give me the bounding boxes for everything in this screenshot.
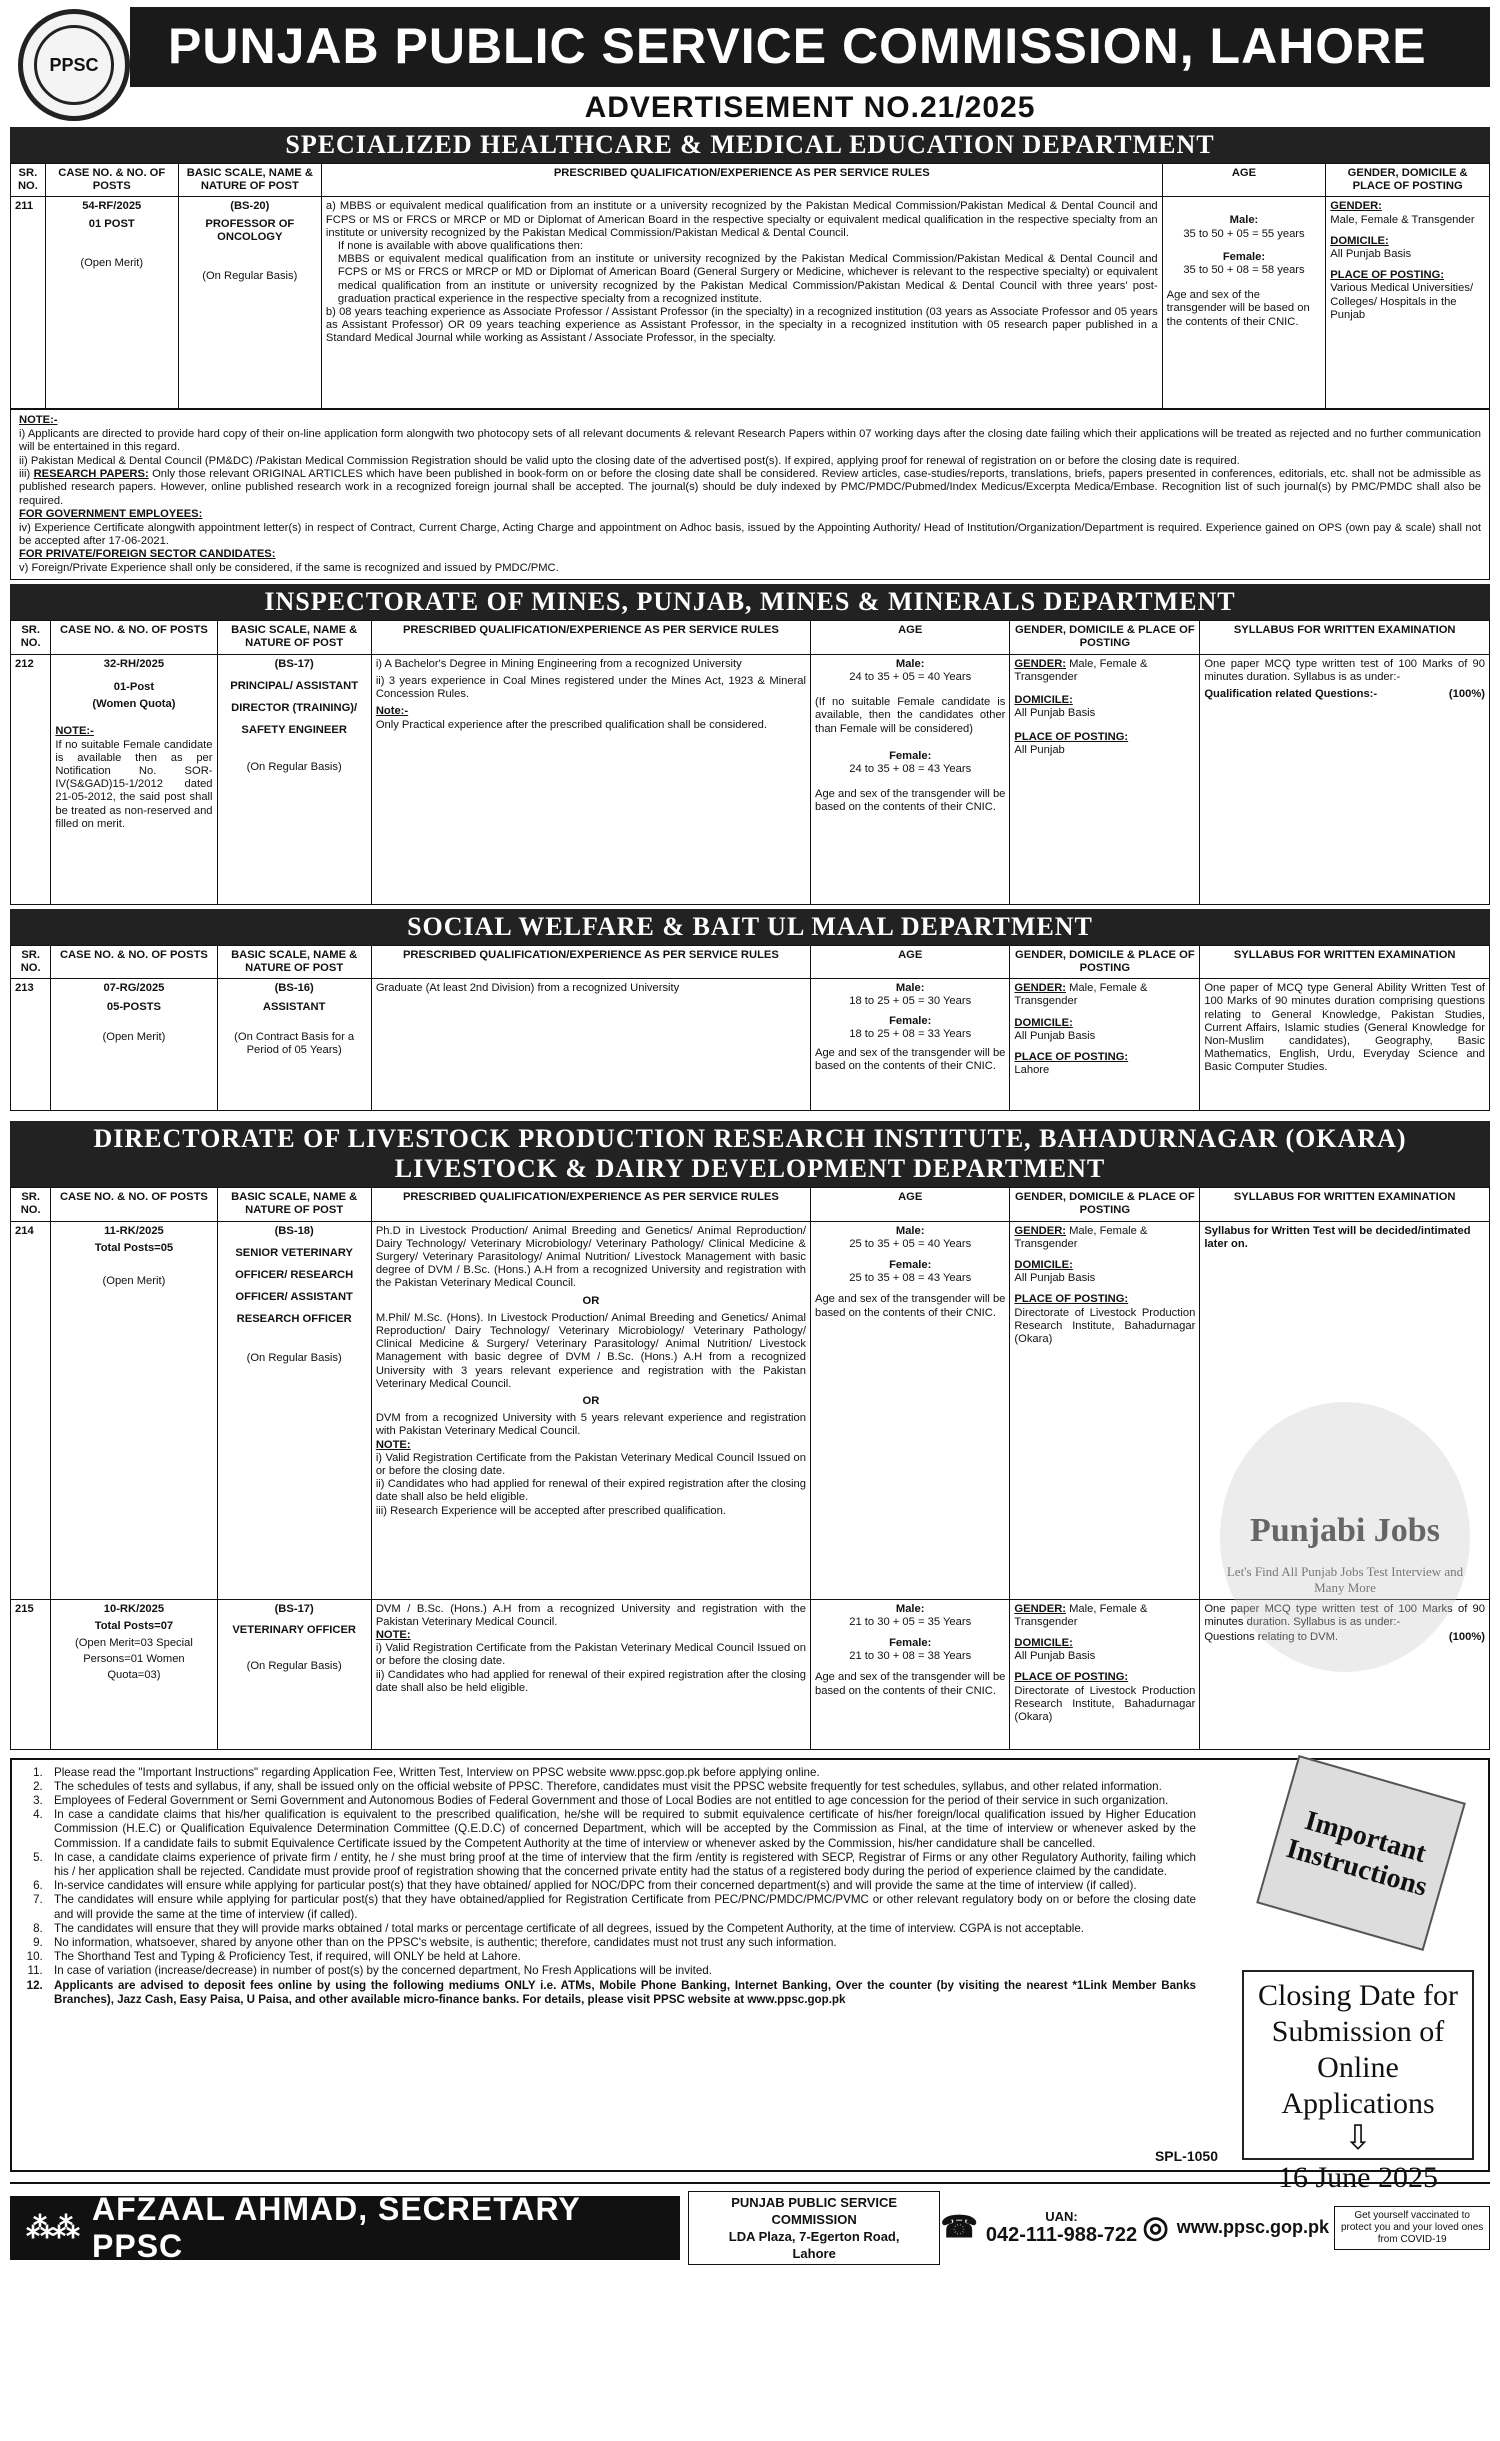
- age-female-label: Female:: [1222, 250, 1266, 263]
- col-header: GENDER, DOMICILE & PLACE OF POSTING: [1326, 164, 1490, 197]
- watermark-title: Punjabi Jobs: [1250, 1512, 1440, 1549]
- note-item: i) Valid Registration Certificate from the Pakistan Veterinary Medical Council Issued on or before the closing date.: [375, 1451, 807, 1477]
- col-header: GENDER, DOMICILE & PLACE OF POSTING: [1010, 621, 1200, 654]
- table-row: [11, 654, 1490, 904]
- qualification-a3: MBBS or equivalent medical qualification from an institute or university recognized by the Pakistan Medical Commission/Pakistan Medical & Dental Council and FCPS or MS or FRCS or MRCP or MD or Diplomat of American Board (General Surgery or Medicine, whichever is relevant to the respective specialty) or equivalent medical qualification from an institute or university recognized by the Pakistan Medical Commission/Pakistan Medical & Dental Council with three years' post-graduation practical experience in the respective specialty from a recognized institute.: [337, 253, 1158, 305]
- post-table: [10, 945, 1490, 1111]
- col-header: SR. NO.: [11, 621, 51, 654]
- posting-label: PLACE OF POSTING:: [1014, 730, 1129, 743]
- col-header: CASE NO. & NO. OF POSTS: [51, 945, 217, 978]
- note-item: i) Applicants are directed to provide hard copy of their on-line application form alongwith two photocopy sets of all relevant documents & relevant Research Papers within 07 working days after the closing date failing which their applications will be treated as rejected and no further communication will be entertained in this regard.: [19, 427, 1482, 454]
- col-header: AGE: [811, 621, 1010, 654]
- age-male: 21 to 30 + 05 = 35 Years: [849, 1615, 972, 1628]
- phone-icon: ☎: [940, 2211, 978, 2244]
- post-table: [10, 163, 1490, 409]
- closing-line: Submission of: [1271, 2014, 1445, 2048]
- qualification-3: DVM from a recognized University with 5 years relevant experience and registration with Pakistan Veterinary Medical Council.: [375, 1412, 806, 1438]
- post-name: SENIOR VETERINARY OFFICER/ RESEARCH OFFICER/ ASSISTANT RESEARCH OFFICER: [235, 1246, 354, 1325]
- instructions-box: [10, 1758, 1490, 2194]
- syllabus-topic: Qualification related Questions:- (100%): [1204, 688, 1485, 701]
- closing-date: 16 June 2025: [1278, 2160, 1438, 2194]
- posts: 05-POSTS: [106, 1001, 161, 1014]
- post-name: PRINCIPAL/ ASSISTANT DIRECTOR (TRAINING)/ SAFETY ENGINEER: [230, 679, 359, 736]
- qualification-1: Ph.D in Livestock Production/ Animal Breeding and Genetics/ Animal Reproduction/ Dairy Technology/ Veterinary Microbiology/ Veterinary Pathology/ Clinical Medicine & Surgery/ Veterinary Parasitology/ Animal Nutrition/ Livestock Management with basic degree of DVM / B.Sc. (Hons.) A.H from a recognized University and registration with the Pakistan Veterinary Medical Council.: [375, 1224, 806, 1290]
- nature: (On Contract Basis for a Period of 05 Years): [234, 1030, 355, 1056]
- domicile: All Punjab Basis: [1014, 1650, 1096, 1663]
- note-subhead: FOR PRIVATE/FOREIGN SECTOR CANDIDATES:: [19, 548, 276, 561]
- domicile-label: DOMICILE:: [1014, 1258, 1073, 1271]
- domicile: All Punjab Basis: [1014, 707, 1096, 720]
- dept-heading: SOCIAL WELFARE & BAIT UL MAAL DEPARTMENT: [10, 909, 1490, 945]
- sr-number: 215: [11, 1599, 51, 1749]
- posting-label: PLACE OF POSTING:: [1014, 1293, 1129, 1306]
- uan-number: 042-111-988-722: [985, 2223, 1138, 2246]
- note-item: iii) Research Experience will be accepted after prescribed qualification.: [375, 1504, 726, 1517]
- instructions-list: [12, 1760, 1196, 2007]
- table-row: [11, 979, 1490, 1111]
- posting: Directorate of Livestock Production Research Institute, Bahadurnagar (Okara): [1014, 1306, 1196, 1345]
- syllabus: Syllabus for Written Test will be decided/intimated later on.: [1200, 1221, 1490, 1599]
- posting-label: PLACE OF POSTING:: [1330, 269, 1445, 282]
- case-number: 11-RK/2025: [104, 1224, 164, 1237]
- col-header: CASE NO. & NO. OF POSTS: [51, 621, 217, 654]
- advertisement-number: ADVERTISEMENT NO.21/2025: [584, 91, 1036, 124]
- col-header: BASIC SCALE, NAME & NATURE OF POST: [217, 945, 371, 978]
- note-item: i) Valid Registration Certificate from the Pakistan Veterinary Medical Council Issued on or before the closing date.: [375, 1642, 807, 1668]
- age-male-label: Male:: [895, 982, 925, 995]
- instruction-item: 8. The candidates will ensure that they will provide marks obtained / total marks or percentage certificate of all degrees, issued by the Competent Authority, at the time of interview. CGPA is not acceptable.: [46, 1922, 1196, 1936]
- col-header: PRESCRIBED QUALIFICATION/EXPERIENCE AS PER SERVICE RULES: [371, 945, 810, 978]
- address-line: Lahore: [792, 2245, 836, 2261]
- note-item: iv) Experience Certificate alongwith appointment letter(s) in respect of Contract, Current Charge, Acting Charge and appointment on Adhoc basis, issued by the Appointing Authority/ Head of Institution/Organization/Department is required. Experience gained on OPS (own pay & scale) shall not be accepted after 17-06-2021.: [19, 521, 1481, 548]
- instruction-item: 1. Please read the "Important Instructions" regarding Application Fee, Written Test, Interview on PPSC website www.ppsc.gop.pk before applying online.: [46, 1766, 1196, 1780]
- gender: Male, Female & Transgender: [1330, 213, 1475, 226]
- age-transgender: Age and sex of the transgender will be based on the contents of their CNIC.: [815, 1293, 1006, 1319]
- instruction-item: 4. In case a candidate claims that his/her qualification is equivalent to the prescribed qualification, he/she will be required to submit equivalence certificate of his/her foreign/local qualification issued by Higher Education Commission (H.E.C) or Qualification Equivalence Determination Committee (Q.E.D.C) of concerned Department, which will be accepted by the Commission as Final, at the time of interview or whenever asked by the Commission. If a candidate fails to submit Equivalence Certificate issued by the Competent Authority at the time of interview or whenever asked by the Commission, his/her candidature shall be cancelled.: [46, 1808, 1196, 1851]
- instruction-item: 2. The schedules of tests and syllabus, if any, shall be issued only on the official website of PPSC. Therefore, candidates must visit the PPSC website frequently for test schedules, syllabus, and other related information.: [46, 1780, 1196, 1794]
- table-row: [11, 197, 1490, 409]
- note-label: NOTE:-: [55, 725, 94, 738]
- instruction-item: 9. No information, whatsoever, shared by anyone other than on the PPSC's website, is authentic; therefore, candidates must not trust any such information.: [46, 1936, 1196, 1950]
- note-title: NOTE:-: [19, 414, 58, 427]
- website-link[interactable]: www.ppsc.gop.pk: [1176, 2217, 1330, 2237]
- col-header: SYLLABUS FOR WRITTEN EXAMINATION: [1200, 621, 1490, 654]
- note-item: ii) Candidates who had applied for renewal of their expired registration after the closing date shall also be held eligible.: [375, 1478, 806, 1504]
- posts: Total Posts=05: [94, 1241, 174, 1254]
- col-header: CASE NO. & NO. OF POSTS: [45, 164, 178, 197]
- qualification-2: M.Phil/ M.Sc. (Hons). In Livestock Production/ Animal Breeding and Genetics/ Animal Reproduction/ Dairy Technology/ Veterinary Microbiology/ Veterinary Pathology/ Clinical Medicine & Surgery/ Veterinary Parasitology/ Animal Nutrition/ Livestock Management with basic degree of DVM / B.Sc. (Hons.) A.H from a recognized University with 3 years relevant experience and registration with the Pakistan Veterinary Medical Council.: [375, 1311, 806, 1390]
- uan-label: UAN:: [1045, 2208, 1078, 2224]
- note-subhead: FOR GOVERNMENT EMPLOYEES:: [19, 508, 203, 521]
- sr-number: 213: [11, 979, 51, 1111]
- gender: GENDER: Male, Female & Transgender: [1014, 1602, 1148, 1628]
- sr-number: 214: [11, 1221, 51, 1599]
- age-transgender: Age and sex of the transgender will be based on the contents of their CNIC.: [1166, 289, 1310, 328]
- note-item: iii) RESEARCH PAPERS: Only those relevant ORIGINAL ARTICLES which have been published in book-form on or before the closing date shall be considered. Review articles, case-studies/reports, translations, briefs, papers presented in conferences, editorials, etc. shall not be admissible as published research papers. However, online published research work in a recognized foreign journal shall be accepted. The journal(s) should be duly indexed by PMC/PMDC/Pubmed/Index Medicus/Excerpta Medica/Embase. Recognition list of such journal(s) by PMC/PMDC shall also be required.: [19, 468, 1481, 507]
- vaccination-notice: Get yourself vaccinated to protect you and your loved ones from COVID-19: [1334, 2206, 1490, 2250]
- domicile: All Punjab Basis: [1014, 1272, 1096, 1285]
- instruction-item: 11. In case of variation (increase/decrease) in number of post(s) by the concerned department, No Fresh Applications will be invited.: [46, 1964, 1196, 1978]
- col-header: AGE: [1162, 164, 1326, 197]
- dept-heading: INSPECTORATE OF MINES, PUNJAB, MINES & MINERALS DEPARTMENT: [10, 584, 1490, 620]
- ppsc-logo: [18, 9, 130, 121]
- quota: (Open Merit): [102, 1030, 166, 1043]
- syllabus-topic: Questions relating to DVM. (100%): [1204, 1630, 1485, 1643]
- qualification-a: a) MBBS or equivalent medical qualification from an institute or a university recognized by the Pakistan Medical Commission/Pakistan Medical & Dental Council and FCPS or MS or FRCS or MRCP or MD or Diplomat of American Board in the respective specialty or equivalent medical qualification in the respective specialty from an institute or university recognized by the Pakistan Medical Commission/Pakistan Medical & Dental Council.: [325, 200, 1158, 239]
- col-header: AGE: [811, 1188, 1010, 1221]
- uan-block: [940, 2209, 1137, 2247]
- case-number: 32-RH/2025: [103, 657, 165, 670]
- scale: (BS-18): [274, 1224, 314, 1237]
- domicile-label: DOMICILE:: [1014, 1016, 1073, 1029]
- qualification-i: i) A Bachelor's Degree in Mining Engineering from a recognized University: [375, 657, 742, 670]
- header: [10, 7, 1490, 123]
- col-header: GENDER, DOMICILE & PLACE OF POSTING: [1010, 945, 1200, 978]
- post-name: ASSISTANT: [262, 1001, 326, 1014]
- age-female-label: Female:: [889, 749, 932, 762]
- age-male: 24 to 35 + 05 = 40 Years: [849, 670, 972, 683]
- address-line: LDA Plaza, 7-Egerton Road,: [728, 2228, 900, 2244]
- dots-pattern-icon: ⁂⁂: [26, 2212, 78, 2243]
- posting: Directorate of Livestock Production Research Institute, Bahadurnagar (Okara): [1014, 1684, 1196, 1723]
- col-header: SR. NO.: [11, 945, 51, 978]
- secretary-banner: [10, 2190, 680, 2264]
- nature: (On Regular Basis): [246, 1351, 342, 1364]
- quota: (Open Merit=03 Special Persons=01 Women Quota=03): [75, 1636, 193, 1681]
- age-transgender: Age and sex of the transgender will be based on the contents of their CNIC.: [815, 1671, 1006, 1697]
- spl-code: SPL-1050: [1154, 2147, 1218, 2164]
- age-female-label: Female:: [889, 1014, 932, 1027]
- dept-heading: DIRECTORATE OF LIVESTOCK PRODUCTION RESEARCH INSTITUTE, BAHADURNAGAR (OKARA) LIVESTOCK & DAIRY DEVELOPMENT DEPARTMENT: [10, 1121, 1490, 1187]
- posts: Total Posts=07: [94, 1619, 174, 1632]
- age-female: 35 to 50 + 08 = 58 years: [1183, 264, 1305, 277]
- col-header: PRESCRIBED QUALIFICATION/EXPERIENCE AS PER SERVICE RULES: [371, 1188, 810, 1221]
- age-female-label: Female:: [889, 1636, 932, 1649]
- qualification-ii: ii) 3 years experience in Coal Mines registered under the Mines Act, 1923 & Mineral Concession Rules.: [375, 674, 806, 701]
- scale: (BS-16): [274, 982, 314, 995]
- gender: GENDER: Male, Female & Transgender: [1014, 1224, 1148, 1250]
- col-header: BASIC SCALE, NAME & NATURE OF POST: [217, 1188, 371, 1221]
- address-block: [688, 2191, 940, 2265]
- quota: (Open Merit): [80, 256, 144, 269]
- or-label: OR: [582, 1394, 600, 1407]
- age-male-label: Male:: [895, 1602, 925, 1615]
- age-female: 24 to 35 + 08 = 43 Years: [849, 762, 972, 775]
- gender: GENDER: Male, Female & Transgender: [1014, 657, 1148, 683]
- age-condition: (If no suitable Female candidate is available, then the candidates other than Female will be considered): [815, 696, 1006, 735]
- col-header: PRESCRIBED QUALIFICATION/EXPERIENCE AS PER SERVICE RULES: [371, 621, 810, 654]
- col-header: GENDER, DOMICILE & PLACE OF POSTING: [1010, 1188, 1200, 1221]
- age-male-label: Male:: [895, 1224, 925, 1237]
- case-number: 10-RK/2025: [103, 1602, 165, 1615]
- post-name: VETERINARY OFFICER: [232, 1623, 357, 1636]
- domicile-label: DOMICILE:: [1014, 1636, 1073, 1649]
- col-header: PRESCRIBED QUALIFICATION/EXPERIENCE AS PER SERVICE RULES: [321, 164, 1162, 197]
- domicile-label: DOMICILE:: [1014, 694, 1073, 707]
- note-block: [10, 409, 1490, 580]
- closing-line: Closing Date for: [1258, 1978, 1458, 2012]
- note-label: NOTE:: [375, 1438, 411, 1451]
- logo-text: PPSC: [34, 25, 114, 105]
- instruction-item: 6. In-service candidates will ensure while applying for particular post(s) that they have obtained/ applied for NOC/DPC from their concerned department(s) and will provide the same at the time of interview (if called).: [46, 1879, 1196, 1893]
- qualification-1: DVM / B.Sc. (Hons.) A.H from a recognized University and registration with the Pakistan Veterinary Medical Council.: [375, 1602, 806, 1628]
- qualification-note: Only Practical experience after the prescribed qualification shall be considered.: [375, 718, 767, 731]
- or-label: OR: [582, 1294, 600, 1307]
- col-header: BASIC SCALE, NAME & NATURE OF POST: [178, 164, 321, 197]
- age-male-label: Male:: [1229, 214, 1259, 227]
- col-header: SYLLABUS FOR WRITTEN EXAMINATION: [1200, 945, 1490, 978]
- domicile: All Punjab Basis: [1330, 248, 1412, 261]
- age-male-label: Male:: [895, 657, 925, 670]
- posting: All Punjab: [1014, 743, 1065, 756]
- post-name: PROFESSOR OF ONCOLOGY: [205, 217, 295, 243]
- secretary-name: AFZAAL AHMAD, SECRETARY PPSC: [92, 2190, 581, 2264]
- quota: (Open Merit): [102, 1274, 166, 1287]
- closing-line: Online Applications: [1281, 2050, 1435, 2120]
- nature: (On Regular Basis): [202, 270, 298, 283]
- nature: (On Regular Basis): [246, 760, 342, 773]
- posting-label: PLACE OF POSTING:: [1014, 1671, 1129, 1684]
- gender-label: GENDER:: [1330, 200, 1382, 213]
- age-male: 35 to 50 + 05 = 55 years: [1183, 227, 1305, 240]
- instruction-item: 7. The candidates will ensure while applying for particular post(s) that they have obtained/applied for Registration Certificate from PEC/PNC/PMDC/PMC/PVMC or other relevant regulatory body on or before the closing date and will provide the same at the time of interview (if called).: [46, 1893, 1196, 1921]
- col-header: BASIC SCALE, NAME & NATURE OF POST: [217, 621, 371, 654]
- posting: Various Medical Universities/ Colleges/ Hospitals in the Punjab: [1330, 282, 1474, 321]
- dept-heading: SPECIALIZED HEALTHCARE & MEDICAL EDUCATION DEPARTMENT: [10, 127, 1490, 163]
- sr-number: 212: [11, 654, 51, 904]
- note-item: ii) Candidates who had applied for renewal of their expired registration after the closing date shall also be held eligible.: [375, 1668, 806, 1694]
- col-header: AGE: [811, 945, 1010, 978]
- age-transgender: Age and sex of the transgender will be based on the contents of their CNIC.: [815, 788, 1006, 814]
- col-header: SR. NO.: [11, 164, 46, 197]
- instruction-item: 3. Employees of Federal Government or Semi Government and Autonomous Bodies of Federal Government and those of Local Bodies are not entitled to age concession for the period of their service in such organization.: [46, 1794, 1196, 1808]
- scale: (BS-17): [274, 1602, 314, 1615]
- quota: (Women Quota): [92, 698, 176, 711]
- address-line: PUNJAB PUBLIC SERVICE COMMISSION: [731, 2194, 898, 2227]
- important-instructions-badge: Important Instructions: [1256, 1755, 1466, 1951]
- globe-icon: ◎: [1142, 2211, 1169, 2244]
- qualification-b: b) 08 years teaching experience as Associate Professor / Assistant Professor (in the specialty) in a recognized institution (03 years as Associate Professor and 05 years as Assistant Professor) OR 09 years teaching experience as Assistant Professor, in the specialty in a recognized institution with 05 research paper published in a Standard Medical Journal while working as Assistant / Associate Professor, in the specialty.: [325, 306, 1158, 345]
- col-header: SYLLABUS FOR WRITTEN EXAMINATION: [1200, 1188, 1490, 1221]
- domicile: All Punjab Basis: [1014, 1029, 1096, 1042]
- domicile-label: DOMICILE:: [1330, 234, 1389, 247]
- website-block: [1137, 2210, 1334, 2245]
- nature: (On Regular Basis): [246, 1659, 342, 1672]
- age-male: 25 to 35 + 05 = 40 Years: [849, 1237, 972, 1250]
- col-header: SR. NO.: [11, 1188, 51, 1221]
- note: If no suitable Female candidate is available then as per Notification No. SOR-IV(S&GAD)15-1/2012 dated 21-05-2012, the said post shall be treated as non-reserved and filled on merit.: [55, 738, 213, 830]
- syllabus: One paper MCQ type written test of 100 Marks of 90 minutes duration. Syllabus is as under:-: [1204, 657, 1485, 683]
- post-table: [10, 620, 1490, 904]
- qualification: Graduate (At least 2nd Division) from a recognized University: [371, 979, 810, 1111]
- posting: Lahore: [1014, 1064, 1050, 1077]
- note-item: ii) Pakistan Medical & Dental Council (PM&DC) /Pakistan Medical Commission Registration should be valid upto the closing date of the advertised post(s). If expired, applying proof for renewal of registration on or before the closing date is required.: [19, 454, 1240, 467]
- qualification-a2: If none is available with above qualifications then:: [337, 240, 583, 253]
- age-female-label: Female:: [889, 1258, 932, 1271]
- syllabus: One paper of MCQ type General Ability Written Test of 100 Marks of 90 minutes duration comprising questions relating to General Knowledge, Pakistan Studies, Current Affairs, Islamic studies (General Knowledge for Non-Muslim candidates), Geography, Basic Mathematics, English, Urdu, Everyday Science and Basic Computer Studies.: [1200, 979, 1490, 1111]
- gender: GENDER: Male, Female & Transgender: [1014, 982, 1148, 1008]
- instruction-item: 5. In case, a candidate claims experience of private firm / entity, he / she must bring proof at the time of interview that the firm /entity is registered with SECP, Registrar of Firms or any other Regulatory Authority, failing which his / her application shall be rejected. Candidate must provide proof of registration showing that the concerned private entity had the status of a registered body during the period of experience claimed by the candidate.: [46, 1851, 1196, 1879]
- closing-date-box: [1242, 1970, 1474, 2194]
- instruction-item: 12. Applicants are advised to deposit fees online by using the following mediums ONLY i.e. ATMs, Mobile Phone Banking, Internet Banking, Over the counter (by visiting the nearest *1Link Member Banks Branches), Jazz Cash, Easy Paisa, U Paisa, and other available micro-finance banks. For details, please visit PPSC website at www.ppsc.gop.pk: [46, 1979, 1196, 2007]
- case-number: 54-RF/2025: [82, 200, 142, 213]
- watermark-logo: [1220, 1402, 1470, 1672]
- instruction-item: 10. The Shorthand Test and Typing & Proficiency Test, if required, will ONLY be held at Lahore.: [46, 1950, 1196, 1964]
- age-female: 18 to 25 + 08 = 33 Years: [849, 1027, 972, 1040]
- note-label: Note:-: [375, 705, 409, 718]
- watermark-subtitle: Let's Find All Punjab Jobs Test Interview and Many More: [1226, 1564, 1464, 1595]
- scale: (BS-17): [274, 657, 314, 670]
- sr-number: 211: [11, 197, 46, 409]
- case-number: 07-RG/2025: [103, 982, 165, 995]
- syllabus: One paper MCQ type written test of 100 Marks of 90 minutes duration. Syllabus is as under:-: [1204, 1602, 1485, 1628]
- col-header: CASE NO. & NO. OF POSTS: [51, 1188, 217, 1221]
- scale: (BS-20): [230, 200, 270, 213]
- posting-label: PLACE OF POSTING:: [1014, 1050, 1129, 1063]
- age-female: 21 to 30 + 08 = 38 Years: [849, 1650, 972, 1663]
- age-transgender: Age and sex of the transgender will be based on the contents of their CNIC.: [815, 1046, 1006, 1073]
- age-female: 25 to 35 + 08 = 43 Years: [849, 1272, 972, 1285]
- posts: 01-Post: [113, 680, 155, 693]
- down-arrow-icon: ⇩: [1343, 2119, 1373, 2157]
- note-item: v) Foreign/Private Experience shall only be considered, if the same is recognized and issued by PMDC/PMC.: [19, 561, 559, 574]
- posts: 01 POST: [88, 217, 135, 230]
- advertisement-page: [10, 7, 1490, 2427]
- age-male: 18 to 25 + 05 = 30 Years: [849, 995, 972, 1008]
- note-label: NOTE:: [375, 1628, 411, 1641]
- page-title: PUNJAB PUBLIC SERVICE COMMISSION, LAHORE: [168, 18, 1427, 74]
